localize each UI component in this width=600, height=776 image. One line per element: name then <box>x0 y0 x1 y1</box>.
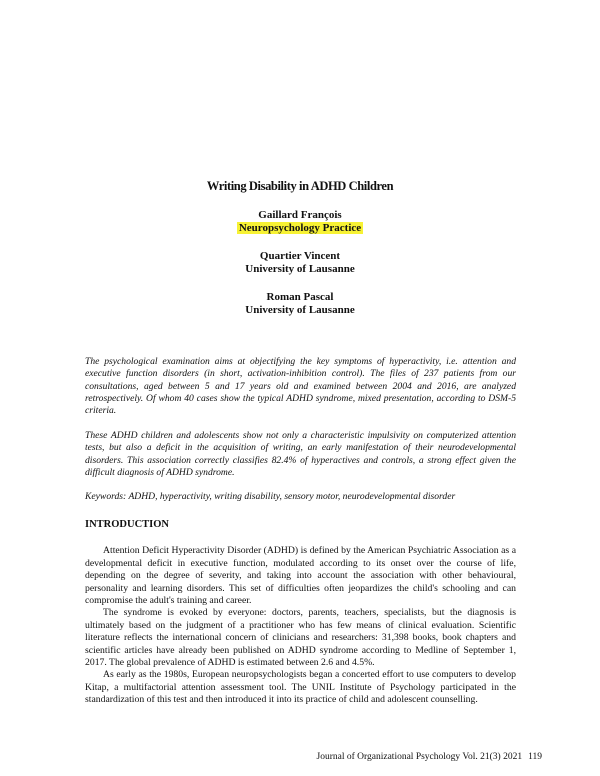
journal-citation: Journal of Organizational Psychology Vol. 21(3) 2021 <box>316 752 523 762</box>
author-affiliation-1 <box>0 222 600 235</box>
author-name-2: Quartier Vincent <box>259 250 341 262</box>
body-paragraph-1: Attention Deficit Hyperactivity Disorder (ADHD) is defined by the American Psychiatric Association as a developmental deficit in executive function, modulated according to its onset over the course of life, depending on the degree of severity, and taking into account the association with other behavioural, personality and learning disorders. This set of difficulties often jeopardizes the child's schooling and can compromise the adult's training and career. <box>85 545 516 607</box>
section-heading: INTRODUCTION <box>85 519 170 530</box>
body-paragraph-2: The syndrome is evoked by everyone: doctors, parents, teachers, specialists, but the diagnosis is ultimately based on the judgment of a practitioner who has few means of clinical evaluation. Scientific literature reflects the international concern of clinicians and researchers: 31,398 books, book chapters and scientific articles have already been published on ADHD syndrome according to Medline of September 1, 2017. The global prevalence of ADHD is estimated between 2.6 and 4.5%. <box>85 607 516 669</box>
author-affiliation-3: University of Lausanne <box>245 304 355 316</box>
page-footer <box>317 752 542 762</box>
highlighted-affiliation: Neuropsychology Practice <box>238 222 362 234</box>
author-name-1: Gaillard François <box>258 209 342 221</box>
body-paragraph-3: As early as the 1980s, European neuropsychologists began a concerted effort to use computers to develop Kitap, a multifactorial attention assessment tool. The UNIL Institute of Psychology participated in the standardization of this test and then introduced it into its practice of child and adolescent counselling. <box>85 669 516 706</box>
author-affiliation-2: University of Lausanne <box>245 263 355 275</box>
abstract-paragraph-2: These ADHD children and adolescents show not only a characteristic impulsivity on computerized attention tests, but also a deficit in the acquisition of writing, an early manifestation of their neurodevelopmental disorders. This association correctly classifies 82.4% of hyperactives and controls, a strong effect given the difficult diagnosis of ADHD syndrome. <box>85 430 516 478</box>
paper-title: Writing Disability in ADHD Children <box>206 179 394 193</box>
keywords: Keywords: ADHD, hyperactivity, writing disability, sensory motor, neurodevelopmental disorder <box>85 491 456 502</box>
author-name-3: Roman Pascal <box>266 291 334 303</box>
abstract-paragraph-1: The psychological examination aims at objectifying the key symptoms of hyperactivity, i.e. attention and executive function disorders (in short, activation-inhibition control). The files of 237 patients from our consultations, aged between 5 and 17 years old and examined between 2004 and 2016, are analyzed retrospectively. Of whom 40 cases show the typical ADHD syndrome, mixed presentation, according to DSM-5 criteria. <box>85 356 516 417</box>
page-number: 119 <box>528 752 542 762</box>
